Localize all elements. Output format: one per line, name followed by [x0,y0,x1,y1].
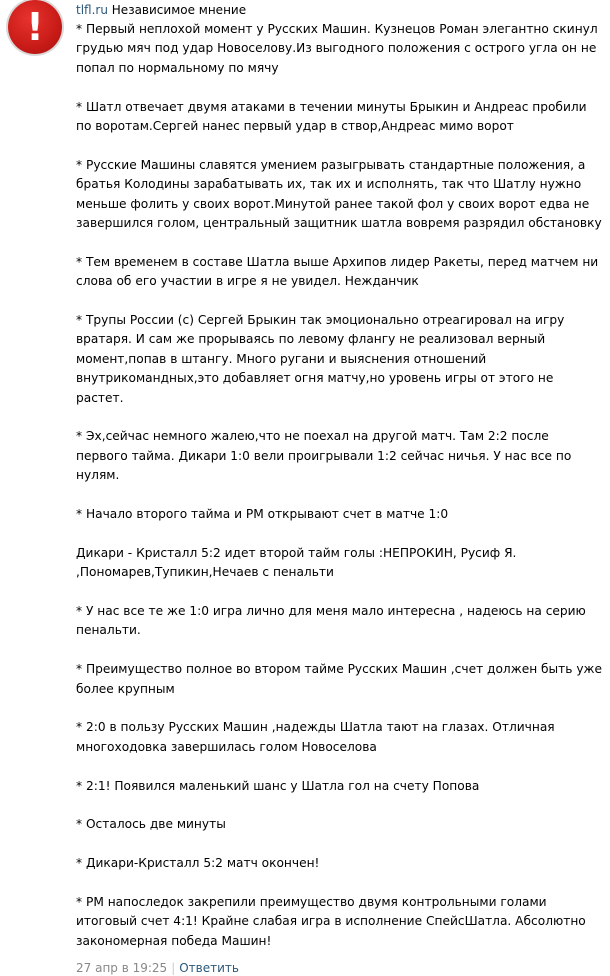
footer-separator: | [171,961,176,976]
comment-paragraph: * Дикари-Кристалл 5:2 матч окончен! [76,856,320,871]
comment-header [76,3,604,18]
avatar[interactable] [8,0,62,54]
comment-paragraph: * Осталось две минуты [76,817,226,832]
comment-paragraph: * Начало второго тайма и РМ открывают счет в матче 1:0 [76,507,449,522]
exclamation-icon: ! [26,5,44,49]
timestamp[interactable]: 27 апр в 19:25 [76,961,168,976]
comment-body [76,20,604,951]
comment-paragraph: * 2:1! Появился маленький шанс у Шатла гол на счету Попова [76,778,480,793]
comment-paragraph: * РМ напоследок закрепили преимущество двумя контрольными голами итоговый счет 4:1! Крайне слабая игра в исполнение СпейсШатла. Абсолютно закономерная победа Машин! [76,895,586,948]
comment-paragraph: * Преимущество полное во втором тайме Русских Машин ,счет должен быть уже более крупным [76,662,603,696]
author-link[interactable]: tlfl.ru [76,3,108,17]
comment-paragraph: * 2:0 в пользу Русских Машин ,надежды Шатла тают на глазах. Отличная многоходовка завершилась голом Новоселова [76,720,555,754]
comment-paragraph: Дикари - Кристалл 5:2 идет второй тайм голы :НЕПРОКИН, Русиф Я. ,Пономарев,Тупикин,Нечаев с пенальти [76,545,517,580]
comment-paragraph: * Первый неплохой момент у Русских Машин. Кузнецов Роман элегантно скинул грудью мяч под удар Новоселову.Из выгодного положения с острого угла он не попал по нормальному по мячу [76,22,598,75]
comment-paragraph: * Эх,сейчас немного жалею,что не поехал на другой матч. Там 2:2 после первого тайма. Дикари 1:0 вели проигрывали 1:2 сейчас ничья. У нас все по нулям. [76,429,572,483]
comment-paragraph: * Шатл отвечает двумя атаками в течении минуты Брыкин и Андреас пробили по воротам.Сергей нанес первый удар в створ,Андреас мимо ворот [76,99,587,134]
comment-footer [76,960,604,976]
comment-post [76,3,604,976]
reply-link[interactable]: Ответить [179,961,239,976]
comment-paragraph: * Русские Машины славятся умением разыгрывать стандартные положения, а братья Колодины зарабатывать их, так их и исполнять, так что Шатлу нужно меньше фолить у своих ворот.Минутой ранее такой фол у своих ворот едва не завершился голом, центральный защитник шатла вовремя разрядил обстановку [76,157,602,231]
author-subtitle: Независимое мнение [111,3,247,17]
comment-paragraph: * Тем временем в составе Шатла выше Архипов лидер Ракеты, перед матчем ни слова об его участии в игре я не увидел. Нежданчик [76,254,599,289]
comment-paragraph: * У нас все те же 1:0 игра лично для меня мало интересна , надеюсь на серию пенальти. [76,604,586,638]
comment-paragraph: * Трупы России (с) Сергей Брыкин так эмоционально отреагировал на игру вратаря. И сам же прорываясь по левому флангу не реализовал верный момент,попав в штангу. Много ругани и выяснения отношений внутрикомандных,это добавляет огня матчу,но уровень игры от этого не растет. [76,313,565,405]
